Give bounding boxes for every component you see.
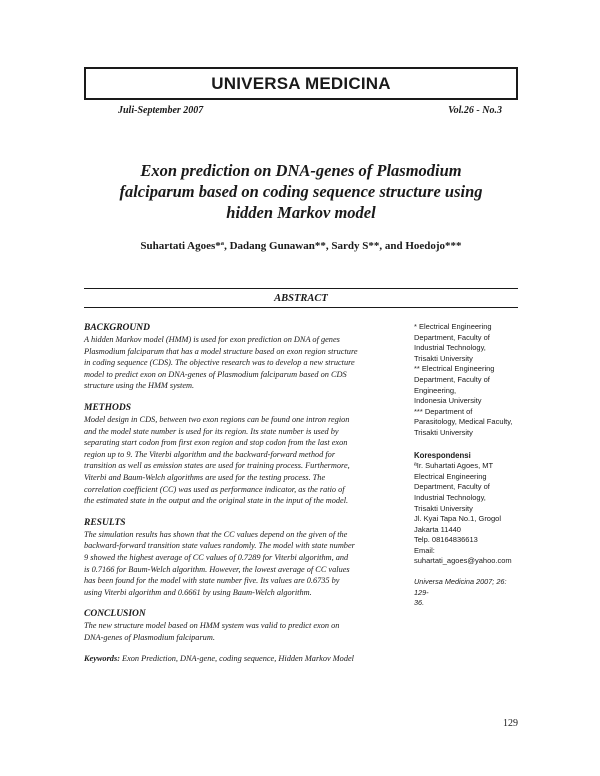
issue-date: Juli-September 2007 — [118, 105, 204, 116]
email-address[interactable]: suhartati_agoes@yahoo.com — [414, 556, 512, 566]
background-section — [84, 322, 404, 392]
section-heading: CONCLUSION — [84, 609, 146, 620]
text-line: transition as well as emission states are used for training process. Furthermore, — [84, 461, 350, 471]
citation — [414, 577, 522, 609]
affiliation-line: Department, Faculty of — [414, 332, 490, 342]
text-line: Plasmodium falciparum that has a model structure based on exon region structure — [84, 346, 358, 356]
text-line: is 0.7166 for Baum-Welch algorithm. However, the lowest average of CC values — [84, 564, 350, 574]
section-heading: METHODS — [84, 402, 131, 413]
text-line: model to predict exon on DNA-genes of Plasmodium falciparum based on CDS — [84, 369, 347, 379]
text-line: and the model state number is used for its region. Its state number is used by — [84, 426, 339, 436]
section-text — [84, 620, 404, 643]
affiliation-line: Trisakti University — [414, 427, 473, 437]
text-line: The new structure model based on HMM system was valid to predict exon on — [84, 621, 340, 631]
journal-header-box — [84, 67, 518, 100]
text-line: in coding sequence (CDS). The objective research was to develop a new structure — [84, 358, 355, 368]
affiliation-line: Industrial Technology, — [414, 343, 486, 353]
text-line: backward-forward transition state values randomly. The model with state number — [84, 541, 355, 551]
page-number: 129 — [503, 718, 518, 729]
text-line: The simulation results has shown that the CC values depend on the given of the — [84, 529, 348, 539]
abstract-body — [84, 322, 404, 665]
text-line: Model design in CDS, between two exon regions can be found one intron region — [84, 414, 350, 424]
text-line: has been found for the model with state number five. Its values are 0.6735 by — [84, 576, 340, 586]
article-title — [96, 160, 506, 223]
correspondence-line: Trisakti University — [414, 503, 473, 513]
text-line: 9 showed the highest average of CC values of 0.7289 for Viterbi algorithm, and — [84, 552, 349, 562]
correspondence-line: Department, Faculty of — [414, 482, 490, 492]
abstract-top-rule — [84, 288, 518, 289]
text-line: the estimated state in the output and the original state in the input of the model. — [84, 496, 349, 506]
conclusion-section — [84, 608, 404, 643]
affiliations — [414, 322, 522, 439]
keywords — [84, 653, 404, 665]
correspondence — [414, 461, 522, 567]
section-heading: RESULTS — [84, 517, 126, 528]
text-line: Viterbi and Baum-Welch algorithms are used for the testing process. The — [84, 472, 326, 482]
affiliation-line: Department, Faculty of — [414, 374, 490, 384]
title-line: hidden Markov model — [226, 203, 376, 222]
correspondence-heading: Korespondensi — [414, 450, 471, 460]
keywords-label: Keywords: — [84, 654, 120, 664]
correspondence-line: Jl. Kyai Tapa No.1, Grogol — [414, 514, 501, 524]
journal-name: UNIVERSA MEDICINA — [211, 73, 391, 93]
citation-line: Universa Medicina 2007; 26: 129- — [414, 577, 507, 597]
text-line: region up to 9. The Viterbi algorithm and the backward-forward method for — [84, 449, 336, 459]
title-line: Exon prediction on DNA-genes of Plasmodium — [140, 161, 462, 180]
text-line: structure using the HMM system. — [84, 381, 195, 391]
sidebar — [414, 322, 522, 609]
title-line: falciparum based on coding sequence structure using — [119, 182, 483, 201]
correspondence-line: Telp. 08164836613 — [414, 535, 478, 545]
abstract-bottom-rule — [84, 307, 518, 308]
correspondence-line: Electrical Engineering — [414, 471, 487, 481]
correspondence-line: Industrial Technology, — [414, 492, 486, 502]
author-list: Suhartati Agoes*ª, Dadang Gunawan**, Sardy S**, and Hoedojo*** — [140, 240, 462, 252]
affiliation-line: *** Department of — [414, 406, 473, 416]
text-line: correlation coefficient (CC) was used as performance indicator, as the ratio of — [84, 484, 345, 494]
affiliation-line: Trisakti University — [414, 353, 473, 363]
text-line: separating start codon from first exon region and stop codon from the last exon — [84, 438, 348, 448]
text-line: using Viterbi algorithm and 0.6661 by using Baum-Welch algorithm. — [84, 587, 312, 597]
affiliation-line: Parasitology, Medical Faculty, — [414, 417, 513, 427]
section-text — [84, 334, 404, 392]
text-line: DNA-genes of Plasmodium falciparum. — [84, 632, 215, 642]
methods-section — [84, 402, 404, 507]
section-text — [84, 529, 404, 599]
keywords-text: Exon Prediction, DNA-gene, coding sequence, Hidden Markov Model — [122, 654, 354, 664]
correspondence-line: Email: — [414, 545, 435, 555]
volume-number: Vol.26 - No.3 — [448, 105, 502, 116]
text-line: A hidden Markov model (HMM) is used for exon prediction on DNA of genes — [84, 335, 340, 344]
citation-line: 36. — [414, 598, 425, 608]
section-heading: BACKGROUND — [84, 323, 150, 333]
affiliation-line: Engineering, — [414, 385, 457, 395]
abstract-heading: ABSTRACT — [274, 293, 328, 304]
affiliation-line: * Electrical Engineering — [414, 322, 492, 331]
affiliation-line: ** Electrical Engineering — [414, 364, 495, 374]
correspondence-line: Jakarta 11440 — [414, 524, 461, 534]
correspondence-line: ªIr. Suhartati Agoes, MT — [414, 461, 494, 471]
affiliation-line: Indonesia University — [414, 396, 482, 406]
section-text — [84, 414, 404, 507]
results-section — [84, 517, 404, 599]
